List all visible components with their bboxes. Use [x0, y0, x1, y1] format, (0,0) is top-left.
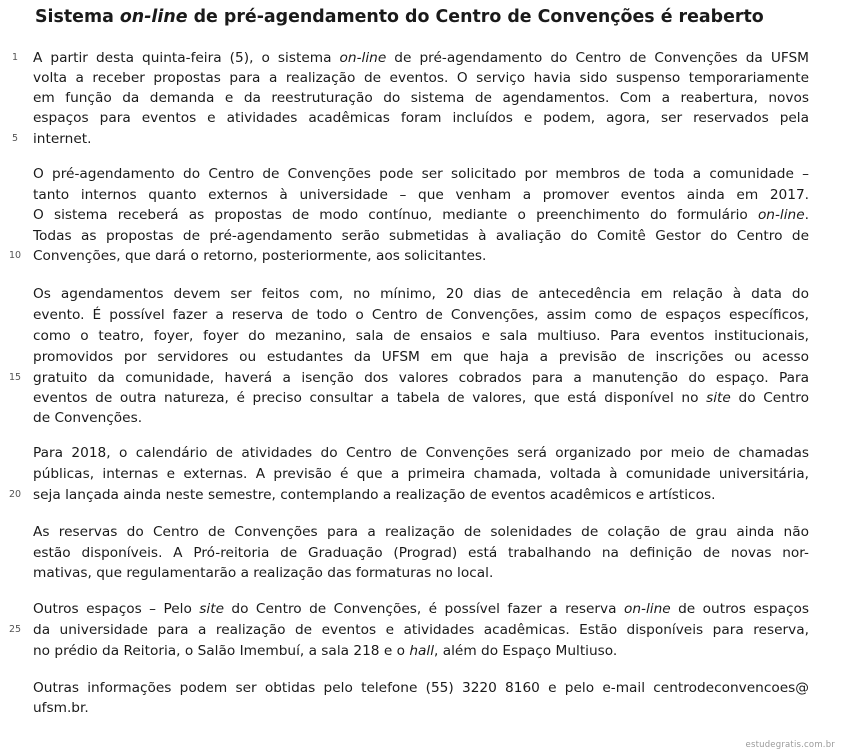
text-line-2: [33, 68, 809, 88]
text-segment: Para 2018, o calendário de atividades do Centro de Convenções será organizado por meio de chamadas: [33, 445, 809, 461]
line-number-20: 20: [8, 489, 22, 500]
text-segment: volta a receber propostas para a realização de eventos. O serviço havia sido suspenso temporariamente: [33, 70, 809, 86]
line-number-1: 1: [11, 52, 19, 63]
watermark: estudegratis.com.br: [745, 740, 835, 750]
text-segment: Outras informações podem ser obtidas pelo telefone (55) 3220 8160 e pelo e-mail centrodeconvencoes@: [33, 680, 809, 696]
text-line-4: [33, 108, 809, 128]
text-line-6: [33, 164, 809, 184]
text-segment: seja lançada ainda neste semestre, contemplando a realização de eventos acadêmicos e artísticos.: [33, 487, 716, 503]
text-line-26: [33, 641, 809, 661]
text-segment: como o teatro, foyer, foyer do mezanino, sala de ensaios e sala multiuso. Para eventos institucionais,: [33, 328, 809, 344]
text-segment: da universidade para a realização de eventos e atividades acadêmicas. Estão disponíveis para reserva,: [33, 622, 809, 638]
text-italic: site: [706, 390, 731, 406]
title-text-2: de pré-agendamento do Centro de Convenções é reaberto: [187, 7, 764, 27]
line-number-25: 25: [8, 624, 22, 635]
text-line-19: [33, 464, 809, 484]
text-segment: de pré-agendamento do Centro de Convenções da UFSM: [386, 50, 809, 66]
text-line-11: [33, 284, 809, 304]
text-line-18: [33, 443, 809, 463]
text-segment: espaços para eventos e atividades acadêmicas foram incluídos e podem, agora, ser reservados pela: [33, 110, 809, 126]
text-segment: A partir desta quinta-feira (5), o sistema: [33, 50, 340, 66]
line-number-10: 10: [8, 250, 22, 261]
text-segment: .: [804, 207, 809, 223]
text-segment: internet.: [33, 131, 92, 147]
text-segment: promovidos por servidores ou estudantes da UFSM em que haja a previsão de inscrições ou acesso: [33, 349, 809, 365]
text-segment: tanto internos quanto externos à universidade – que venham a promover eventos ainda em 2017.: [33, 187, 809, 203]
title-text-1: Sistema: [35, 7, 120, 27]
text-line-16: [33, 388, 809, 408]
text-segment: eventos de outra natureza, é preciso consultar a tabela de valores, que está disponível no: [33, 390, 707, 406]
text-line-15: [33, 368, 809, 388]
text-line-7: [33, 185, 809, 205]
text-line-9: [33, 226, 809, 246]
text-segment: evento. É possível fazer a reserva de todo o Centro de Convenções, assim como de espaços específicos,: [33, 307, 809, 323]
text-line-1: [33, 48, 809, 68]
text-line-14: [33, 347, 809, 367]
text-line-13: [33, 326, 809, 346]
text-line-21: [33, 522, 809, 542]
text-line-8: [33, 205, 809, 225]
text-segment: O sistema receberá as propostas de modo contínuo, mediante o preenchimento do formulário: [33, 207, 758, 223]
text-line-10: [33, 246, 809, 266]
text-line-12: [33, 305, 809, 325]
text-segment: públicas, internas e externas. A previsão é que a primeira chamada, voltada à comunidade universitária,: [33, 466, 809, 482]
text-segment: O pré-agendamento do Centro de Convenções pode ser solicitado por membros de toda a comunidade –: [33, 166, 809, 182]
text-segment: Todas as propostas de pré-agendamento serão submetidas à avaliação do Comitê Gestor do Centro de: [33, 228, 809, 244]
text-line-20: [33, 485, 809, 505]
text-line-27: [33, 678, 809, 698]
title-emphasis: on-line: [119, 7, 188, 27]
text-line-22: [33, 543, 809, 563]
text-segment: Convenções, que dará o retorno, posteriormente, aos solicitantes.: [33, 248, 487, 264]
text-segment: mativas, que regulamentarão a realização das formaturas no local.: [33, 565, 494, 581]
text-segment: gratuito da comunidade, haverá a isenção dos valores cobrados para a manutenção do espaço. Para: [33, 370, 809, 386]
text-line-17: [33, 408, 809, 428]
text-segment: As reservas do Centro de Convenções para a realização de solenidades de colação de grau ainda não: [33, 524, 809, 540]
text-segment: no prédio da Reitoria, o Salão Imembuí, a sala 218 e o: [33, 643, 410, 659]
text-segment: Os agendamentos devem ser feitos com, no mínimo, 20 dias de antecedência em relação à data do: [33, 286, 809, 302]
text-segment: em função da demanda e da reestruturação do sistema de agendamentos. Com a reabertura, novos: [33, 90, 809, 106]
text-segment: Outros espaços – Pelo: [33, 601, 200, 617]
text-italic: on-line: [757, 207, 805, 223]
text-line-23: [33, 563, 809, 583]
text-italic: hall: [409, 643, 435, 659]
article-title: [35, 6, 825, 28]
text-segment: estão disponíveis. A Pró-reitoria de Graduação (Prograd) está trabalhando na definição de novas nor-: [33, 545, 809, 561]
text-segment: de outros espaços: [670, 601, 809, 617]
text-italic: on-line: [623, 601, 671, 617]
text-italic: site: [199, 601, 224, 617]
text-segment: do Centro de Convenções, é possível fazer a reserva: [224, 601, 624, 617]
text-segment: , além do Espaço Multiuso.: [434, 643, 618, 659]
text-line-5: [33, 129, 809, 149]
line-number-5: 5: [11, 133, 19, 144]
text-line-25: [33, 620, 809, 640]
text-line-3: [33, 88, 809, 108]
text-segment: ufsm.br.: [33, 700, 89, 716]
text-line-24: [33, 599, 809, 619]
text-italic: on-line: [339, 50, 387, 66]
text-line-28: [33, 698, 809, 718]
text-segment: do Centro: [730, 390, 809, 406]
line-number-15: 15: [8, 372, 22, 383]
text-segment: de Convenções.: [33, 410, 143, 426]
